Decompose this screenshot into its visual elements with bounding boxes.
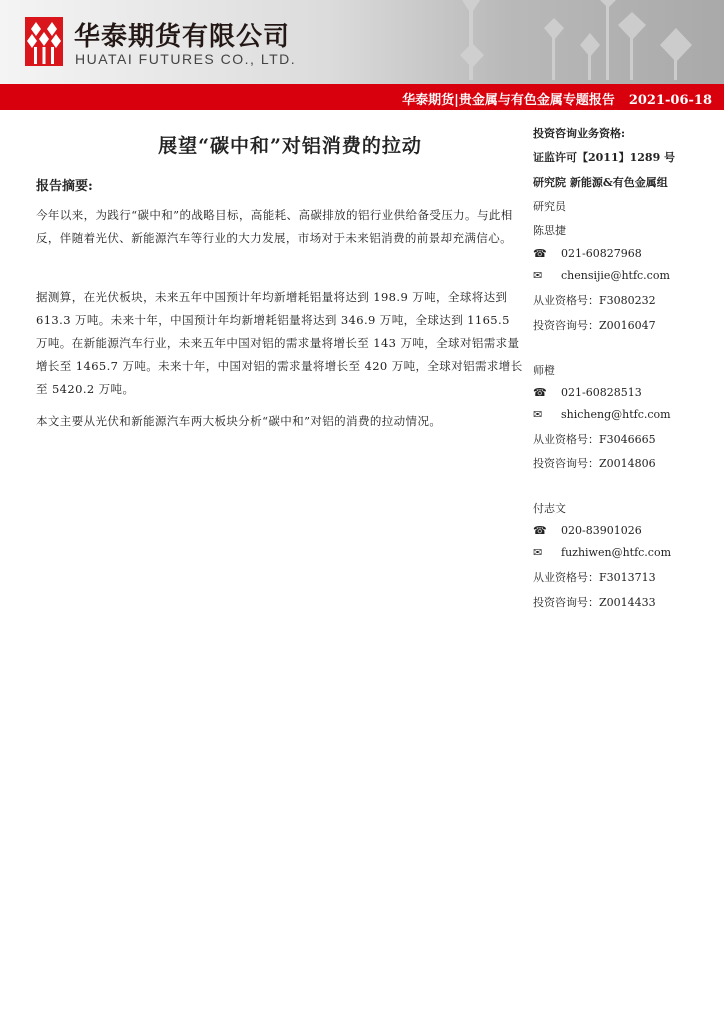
- practice-number: 从业资格号：F3046665: [533, 433, 656, 446]
- analyst-phone: 021-60828513: [561, 386, 642, 399]
- advisory-number: 投资咨询号：Z0014806: [533, 457, 656, 470]
- abstract-paragraph: 今年以来，为践行“碳中和”的战略目标，高能耗、高碳排放的铝行业供给备受压力。与此相反，伴随着光伏、新能源汽车等行业的大力发展，市场对于未来铝消费的前景却充满信心。: [36, 208, 513, 245]
- phone-icon: ☎: [533, 386, 547, 399]
- report-date: 2021-06-18: [628, 93, 712, 108]
- abstract-heading: 报告摘要:: [36, 179, 93, 194]
- analyst-email[interactable]: chensijie@htfc.com: [561, 269, 670, 282]
- analyst-phone: 021-60827968: [561, 247, 642, 260]
- huatai-logo: [25, 17, 63, 66]
- company-name-en: HUATAI FUTURES CO., LTD.: [75, 51, 297, 67]
- mail-icon: ✉: [533, 269, 543, 282]
- report-header: [0, 0, 724, 84]
- report-banner: [0, 84, 724, 110]
- mail-icon: ✉: [533, 408, 543, 421]
- phone-icon: ☎: [533, 247, 547, 260]
- mail-icon: ✉: [533, 546, 543, 559]
- analyst-email[interactable]: shicheng@htfc.com: [561, 408, 671, 421]
- institute-group: 研究院 新能源&有色金属组: [533, 176, 668, 189]
- advisory-number: 投资咨询号：Z0016047: [533, 319, 656, 332]
- analyst-name: 师橙: [533, 364, 555, 377]
- practice-number: 从业资格号：F3013713: [533, 571, 656, 584]
- analyst-name: 付志文: [533, 502, 566, 515]
- analyst-email[interactable]: fuzhiwen@htfc.com: [561, 546, 672, 559]
- practice-number: 从业资格号：F3080232: [533, 294, 656, 307]
- abstract-paragraph: 据测算，在光伏板块，未来五年中国预计年均新增耗铝量将达到 198.9 万吨，全球将达到 613.3 万吨。未来十年，中国预计年均新增耗铝量将达到 346.9 万吨，全球达到 1165.5 万吨。在新能源汽车行业，未来五年中国对铝的需求量将增长至 143 万吨，全球对铝需求量增长至 1465.7 万吨。未来十年，中国对铝的需求量将增长至 420 万吨，全球对铝需求增长至 5420.2 万吨。: [36, 290, 523, 396]
- abstract-paragraph: 本文主要从光伏和新能源汽车两大板块分析“碳中和”对铝的消费的拉动情况。: [36, 414, 442, 428]
- decorative-diamonds: [440, 0, 724, 84]
- company-name-cn: 华泰期货有限公司: [74, 22, 291, 52]
- qualification-label: 投资咨询业务资格:: [533, 127, 626, 140]
- license-number: 证监许可【2011】1289 号: [533, 151, 676, 164]
- analyst-name: 陈思捷: [533, 224, 566, 237]
- analyst-phone: 020-83901026: [561, 524, 642, 537]
- report-type: 华泰期货|贵金属与有色金属专题报告: [402, 93, 615, 108]
- role-label: 研究员: [533, 200, 566, 213]
- advisory-number: 投资咨询号：Z0014433: [533, 596, 656, 609]
- phone-icon: ☎: [533, 524, 547, 537]
- report-title: 展望“碳中和”对铝消费的拉动: [158, 135, 422, 157]
